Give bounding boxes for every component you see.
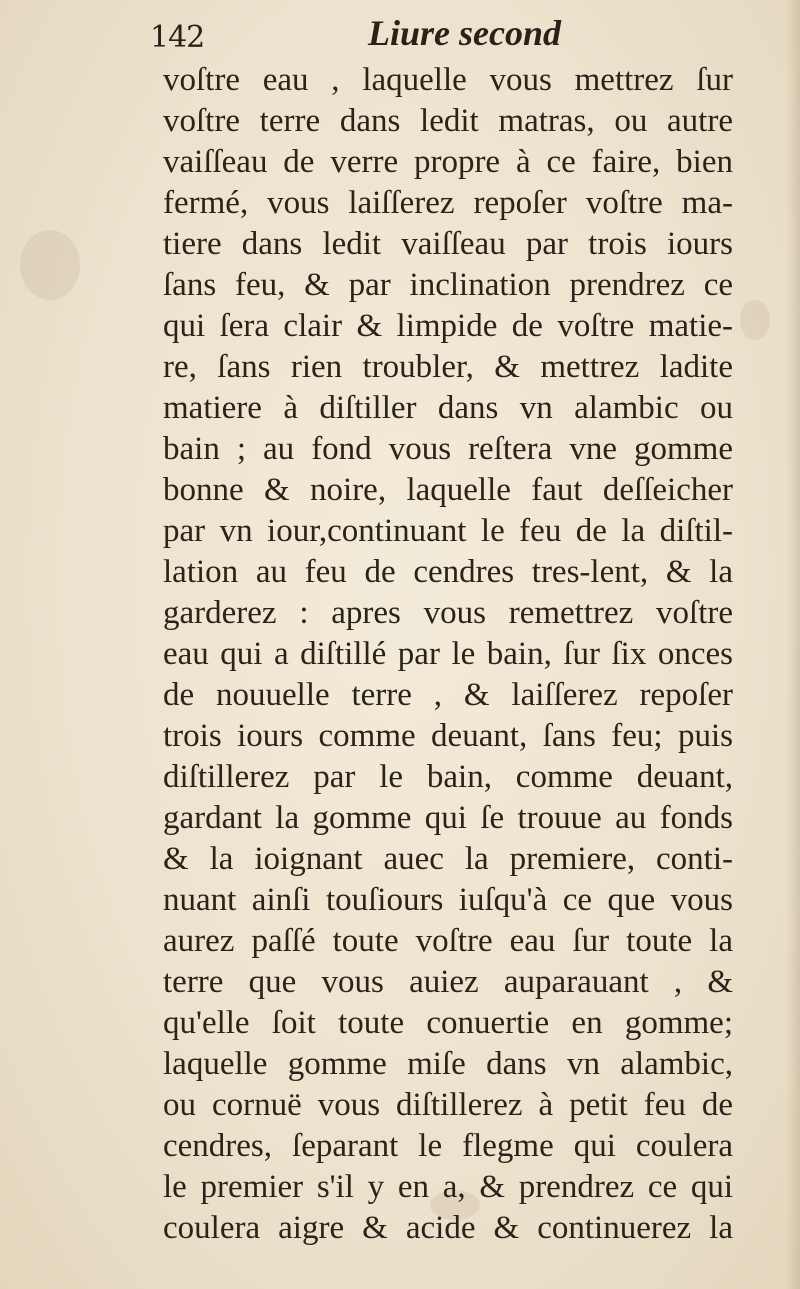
text-line: voſtre eau , laquelle vous mettrez ſur	[163, 62, 733, 98]
text-line: diſtillerez par le bain, comme deuant,	[163, 759, 733, 795]
text-line: matiere à diſtiller dans vn alambic ou	[163, 390, 733, 426]
foxing-stain	[740, 300, 770, 340]
text-line: tiere dans ledit vaiſſeau par trois iours	[163, 226, 733, 262]
text-line: eau qui a diſtillé par le bain, ſur ſix onces	[163, 636, 733, 672]
page-edge-shadow	[786, 0, 800, 1289]
text-line: bonne & noire, laquelle faut deſſeicher	[163, 472, 733, 508]
text-line: nuant ainſi touſiours iuſqu'à ce que vous	[163, 882, 733, 918]
text-line: lation au feu de cendres tres-lent, & la	[163, 554, 733, 590]
text-line: re, ſans rien troubler, & mettrez ladite	[163, 349, 733, 385]
text-line: coulera aigre & acide & continuerez la	[163, 1210, 733, 1246]
text-line: laquelle gomme miſe dans vn alambic,	[163, 1046, 733, 1082]
text-line: fermé, vous laiſſerez repoſer voſtre ma-	[163, 185, 733, 221]
text-line: vaiſſeau de verre propre à ce faire, bien	[163, 144, 733, 180]
text-line: bain ; au fond vous reſtera vne gomme	[163, 431, 733, 467]
text-line: de nouuelle terre , & laiſſerez repoſer	[163, 677, 733, 713]
text-line: terre que vous auiez auparauant , &	[163, 964, 733, 1000]
page-number: 142	[150, 20, 205, 55]
text-line: voſtre terre dans ledit matras, ou autre	[163, 103, 733, 139]
running-head: Liure second	[368, 13, 561, 53]
text-line: qu'elle ſoit toute conuertie en gomme;	[163, 1005, 733, 1041]
text-line: ſans feu, & par inclination prendrez ce	[163, 267, 733, 303]
text-line: ou cornuë vous diſtillerez à petit feu de	[163, 1087, 733, 1123]
text-line: cendres, ſeparant le flegme qui coulera	[163, 1128, 733, 1164]
foxing-stain	[20, 230, 80, 300]
text-line: garderez : apres vous remettrez voſtre	[163, 595, 733, 631]
text-line: qui ſera clair & limpide de voſtre matie-	[163, 308, 733, 344]
text-line: trois iours comme deuant, ſans feu; puis	[163, 718, 733, 754]
text-line: par vn iour,continuant le feu de la diſtil-	[163, 513, 733, 549]
text-line: & la ioignant auec la premiere, conti-	[163, 841, 733, 877]
text-line: le premier s'il y en a, & prendrez ce qui	[163, 1169, 733, 1205]
page-header	[150, 10, 740, 62]
text-line: aurez paſſé toute voſtre eau ſur toute la	[163, 923, 733, 959]
text-line: gardant la gomme qui ſe trouue au fonds	[163, 800, 733, 836]
body-text	[163, 60, 733, 1249]
